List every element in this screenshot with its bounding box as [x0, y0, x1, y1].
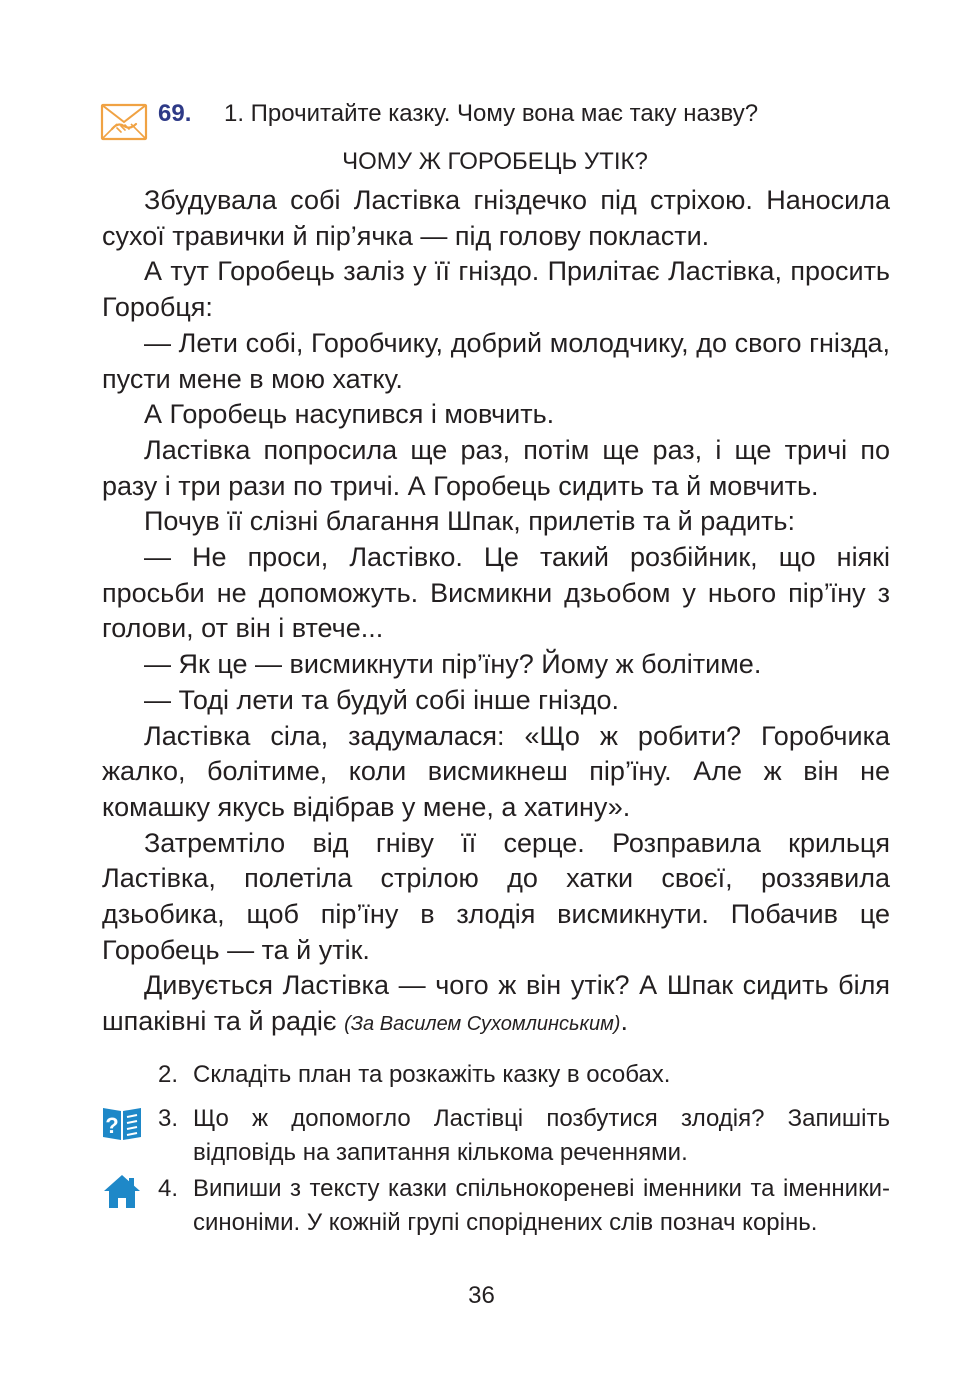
story-paragraph: — Не проси, Ластівко. Це такий розбійник, що ніякі просьби не допоможуть. Висмикни дзьобом у нього пір’їну з голови, от він і втече...	[102, 542, 890, 644]
task-text: Випиши з тексту казки спільнокореневі іменники та іменники-синоніми. У кожній групі споріднених слів познач корінь.	[193, 1175, 890, 1236]
story-paragraph: Ластівка попросила ще раз, потім ще раз, і ще тричі по разу і три рази по тричі. А Горобець сидить та й мовчить.	[102, 434, 890, 501]
story-paragraph: Затремтіло від гніву її серце. Розправила крильця Ластівка, полетіла стрілою до хатки своєї, роззявила дзьобика, щоб пір’їну в злодія висмикнути. Побачив це Горобець — та й утік.	[102, 827, 890, 965]
svg-text:?: ?	[105, 1113, 119, 1138]
story-paragraph: Збудувала собі Ластівка гніздечко під стріхою. Наносила сухої травички й пір’ячка — під голову покласти.	[102, 185, 890, 251]
task-number: 2.	[158, 1061, 179, 1088]
author-citation: (За Василем Сухомлинським)	[344, 1013, 621, 1036]
task-2	[100, 1058, 890, 1094]
task-text: Що ж допомогло Ластівці позбутися злодія? Запишіть відповідь на запитання кількома реченнями.	[193, 1105, 890, 1166]
story-paragraph: Ластівка сіла, задумалася: «Що ж робити? Горобчика жалко, болітиме, коли висмикнеш пір’їну. Але ж він не комашку якусь відібрав у мене, а хатину».	[102, 720, 890, 822]
task-text: Складіть план та розкажіть казку в особах.	[193, 1061, 671, 1088]
exercise-header	[100, 96, 900, 148]
story-paragraph: — Як це — висмикнути пір’їну? Йому ж болітиме.	[144, 649, 762, 680]
story-paragraph: Почув її слізні благання Шпак, прилетів та й радить:	[144, 506, 795, 537]
task-number: 3.	[158, 1105, 179, 1132]
story-paragraph: А тут Горобець заліз у її гніздо. Прилітає Ластівка, просить Горобця:	[102, 256, 890, 323]
exercise-number: 69.	[158, 100, 192, 127]
story-paragraph: А Горобець насупився і мовчить.	[144, 399, 555, 430]
question-book-icon	[100, 1102, 144, 1142]
task-number: 4.	[158, 1175, 179, 1202]
task-4	[100, 1172, 890, 1276]
story-final-paragraph	[102, 968, 890, 1042]
handshake-icon	[100, 102, 148, 142]
page-number: 36	[468, 1282, 495, 1309]
story-paragraph: — Тоді лети та будуй собі інше гніздо.	[144, 684, 619, 715]
final-paragraph-text: Дивується Ластівка — чого ж він утік? А Шпак сидить біля шпаківні та й радіє	[102, 970, 890, 1037]
house-icon	[100, 1172, 144, 1212]
exercise-task: 1. Прочитайте казку. Чому вона має таку назву?	[224, 100, 759, 127]
story-paragraph: — Лети собі, Горобчику, добрий молодчику, до свого гнізда, пусти мене в мою хатку.	[102, 327, 890, 394]
final-period: .	[620, 1006, 628, 1037]
story-title: ЧОМУ Ж ГОРОБЕЦЬ УТІК?	[342, 148, 648, 175]
story-text	[102, 183, 890, 1043]
task-3	[100, 1102, 890, 1172]
